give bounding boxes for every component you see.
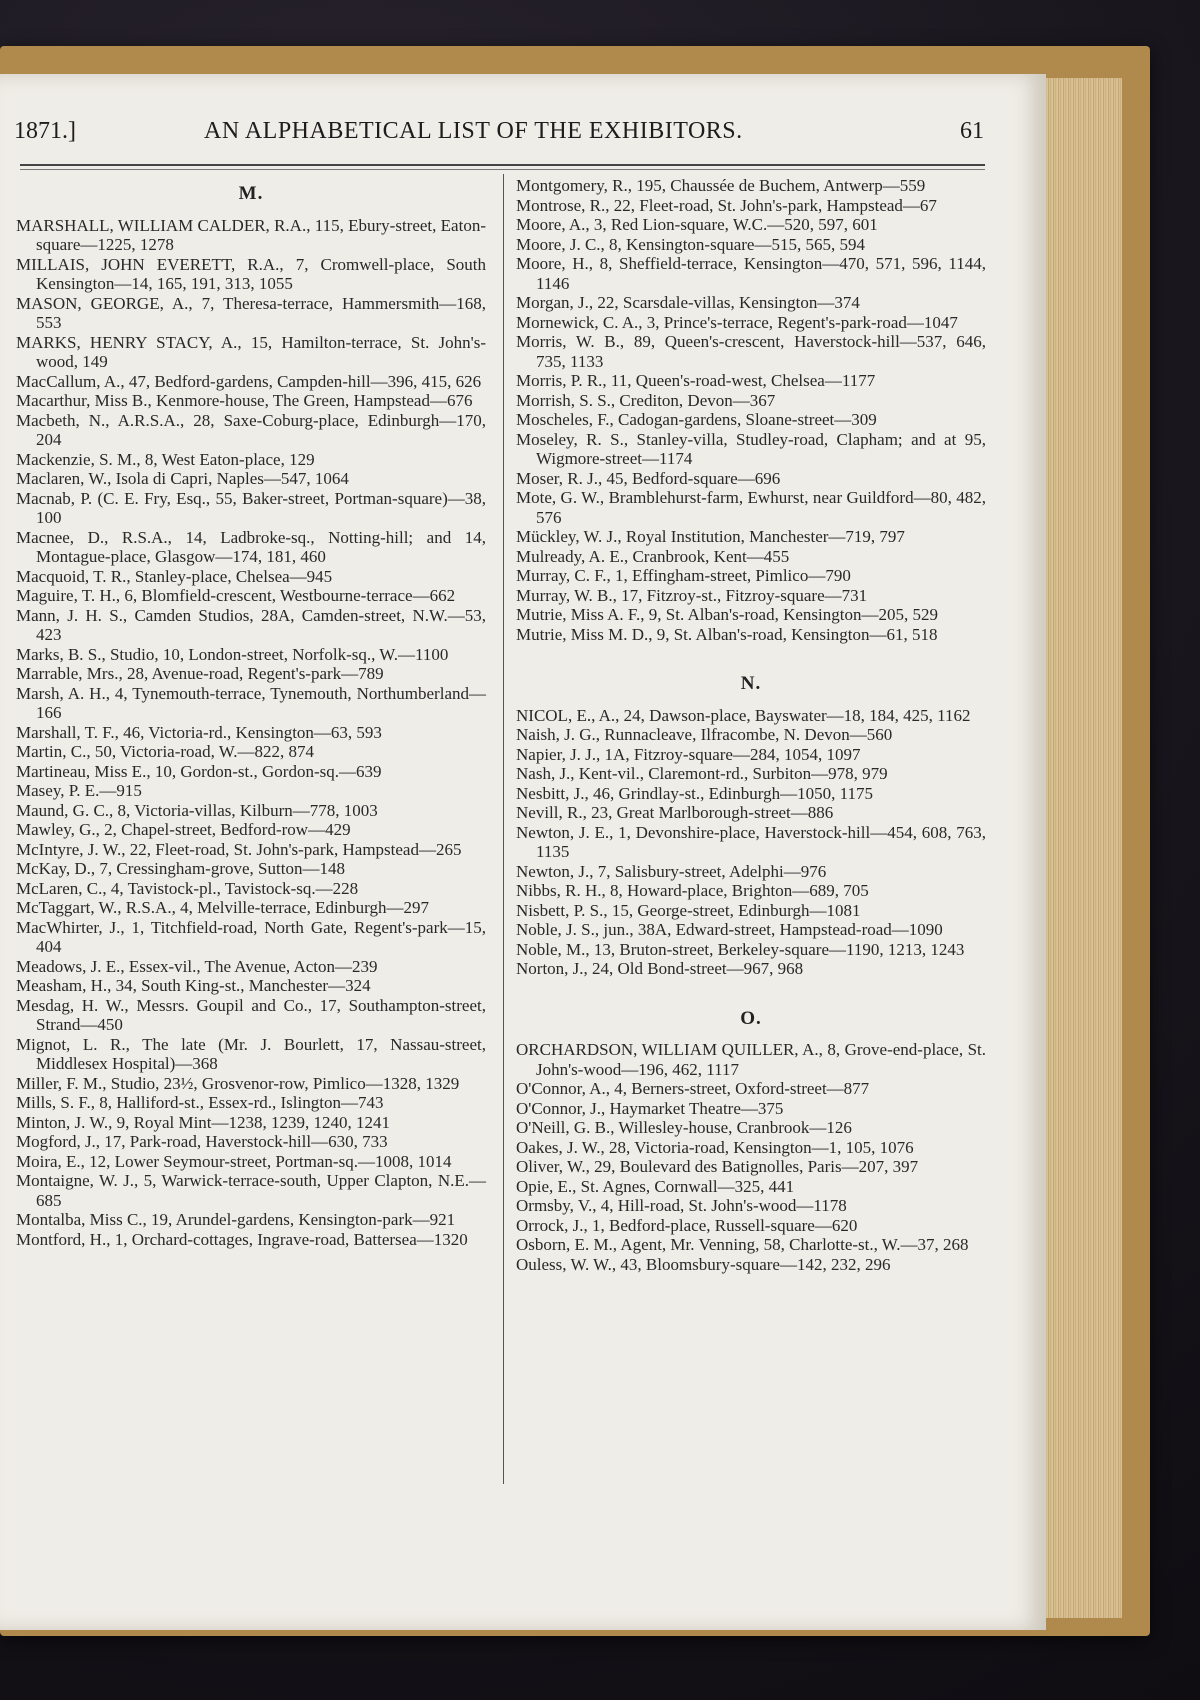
exhibitor-entry: O'Connor, J., Haymarket Theatre—375: [516, 1098, 784, 1118]
exhibitor-entry: Nesbitt, J., 46, Grindlay-st., Edinburgh—1050, 1175: [516, 783, 873, 803]
section-heading-o: O.: [740, 1007, 762, 1029]
right-column: [516, 176, 986, 1274]
exhibitor-entry: Ormsby, V., 4, Hill-road, St. John's-wood—1178: [516, 1196, 847, 1215]
exhibitor-entry: ORCHARDSON, WILLIAM QUILLER, A., 8, Grove-end-place, St. John's-wood—196, 462, 1117: [516, 1040, 986, 1079]
page-edges: [1042, 78, 1122, 1618]
section-heading-n: N.: [740, 673, 762, 694]
exhibitor-entry: Montford, H., 1, Orchard-cottages, Ingrave-road, Battersea—1320: [16, 1229, 468, 1249]
left-entry-list: [16, 216, 486, 1250]
exhibitor-entry: Mawley, G., 2, Chapel-street, Bedford-row—429: [16, 820, 351, 839]
exhibitor-entry: Nash, J., Kent-vil., Claremont-rd., Surbiton—978, 979: [516, 764, 888, 783]
exhibitor-entry: MARKS, HENRY STACY, A., 15, Hamilton-terrace, St. John's-wood, 149: [16, 332, 486, 371]
exhibitor-entry: MILLAIS, JOHN EVERETT, R.A., 7, Cromwell-place, South Kensington—14, 165, 191, 313, 1055: [16, 254, 486, 293]
exhibitor-entry: Montaigne, W. J., 5, Warwick-terrace-south, Upper Clapton, N.E.—685: [16, 1171, 486, 1210]
exhibitor-entry: Maclaren, W., Isola di Capri, Naples—547, 1064: [16, 469, 349, 488]
section-heading-m: M.: [238, 183, 264, 204]
exhibitor-entry: Moore, A., 3, Red Lion-square, W.C.—520, 597, 601: [516, 215, 878, 234]
exhibitor-entry: Morris, P. R., 11, Queen's-road-west, Chelsea—1177: [516, 371, 876, 390]
exhibitor-entry: O'Connor, A., 4, Berners-street, Oxford-street—877: [516, 1079, 870, 1098]
exhibitor-entry: MASON, GEORGE, A., 7, Theresa-terrace, Hammersmith—168, 553: [16, 293, 486, 332]
exhibitor-entry: McKay, D., 7, Cressingham-grove, Sutton—148: [16, 859, 345, 878]
exhibitor-entry: Moore, H., 8, Sheffield-terrace, Kensington—470, 571, 596, 1144, 1146: [516, 254, 986, 293]
exhibitor-entry: Nevill, R., 23, Great Marlborough-street—886: [516, 803, 834, 822]
exhibitor-entry: Mesdag, H. W., Messrs. Goupil and Co., 17, Southampton-street, Strand—450: [16, 995, 486, 1034]
exhibitor-entry: Morrish, S. S., Crediton, Devon—367: [516, 390, 776, 410]
exhibitor-entry: Marshall, T. F., 46, Victoria-rd., Kensington—63, 593: [16, 722, 382, 742]
exhibitor-entry: Meadows, J. E., Essex-vil., The Avenue, Acton—239: [16, 956, 378, 976]
exhibitor-entry: McLaren, C., 4, Tavistock-pl., Tavistock-sq.—228: [16, 878, 359, 898]
exhibitor-entry: Macquoid, T. R., Stanley-place, Chelsea—945: [16, 566, 333, 586]
exhibitor-entry: Martineau, Miss E., 10, Gordon-st., Gordon-sq.—639: [16, 761, 382, 781]
right-n-entry-list: [516, 706, 986, 979]
exhibitor-entry: MacWhirter, J., 1, Titchfield-road, North Gate, Regent's-park—15, 404: [16, 917, 486, 956]
exhibitor-entry: Murray, W. B., 17, Fitzroy-st., Fitzroy-square—731: [516, 585, 868, 605]
exhibitor-entry: Marrable, Mrs., 28, Avenue-road, Regent's-park—789: [16, 664, 384, 683]
column-divider: [503, 174, 504, 1484]
exhibitor-entry: Mulready, A. E., Cranbrook, Kent—455: [516, 546, 790, 566]
exhibitor-entry: Moore, J. C., 8, Kensington-square—515, 565, 594: [516, 234, 865, 254]
exhibitor-entry: Montrose, R., 22, Fleet-road, St. John's-park, Hampstead—67: [516, 195, 937, 215]
exhibitor-entry: NICOL, E., A., 24, Dawson-place, Bayswater—18, 184, 425, 1162: [516, 705, 971, 725]
exhibitor-entry: Maund, G. C., 8, Victoria-villas, Kilburn—778, 1003: [16, 800, 378, 820]
exhibitor-entry: Nibbs, R. H., 8, Howard-place, Brighton—689, 705: [516, 881, 869, 900]
exhibitor-entry: Nisbett, P. S., 15, George-street, Edinburgh—1081: [516, 900, 861, 920]
exhibitor-entry: Macarthur, Miss B., Kenmore-house, The Green, Hampstead—676: [16, 391, 473, 410]
exhibitor-entry: MacCallum, A., 47, Bedford-gardens, Campden-hill—396, 415, 626: [16, 371, 482, 391]
exhibitor-entry: Noble, J. S., jun., 38A, Edward-street, Hampstead-road—1090: [516, 920, 943, 939]
exhibitor-entry: Mutrie, Miss M. D., 9, St. Alban's-road, Kensington—61, 518: [516, 624, 938, 644]
exhibitor-entry: Moser, R. J., 45, Bedford-square—696: [516, 468, 781, 488]
exhibitor-entry: Miller, F. M., Studio, 23½, Grosvenor-row, Pimlico—1328, 1329: [16, 1073, 460, 1093]
exhibitor-entry: Moscheles, F., Cadogan-gardens, Sloane-street—309: [516, 410, 877, 429]
exhibitor-entry: Mackenzie, S. M., 8, West Eaton-place, 129: [16, 449, 315, 469]
exhibitor-entry: Oakes, J. W., 28, Victoria-road, Kensington—1, 105, 1076: [516, 1137, 914, 1157]
exhibitor-entry: Morris, W. B., 89, Queen's-crescent, Haverstock-hill—537, 646, 735, 1133: [516, 332, 986, 371]
section-spacer: [516, 979, 986, 1001]
exhibitor-entry: McTaggart, W., R.S.A., 4, Melville-terrace, Edinburgh—297: [16, 898, 430, 917]
exhibitor-entry: Mornewick, C. A., 3, Prince's-terrace, Regent's-park-road—1047: [516, 312, 958, 332]
right-o-entry-list: [516, 1040, 986, 1274]
page-number: 61: [960, 118, 984, 144]
exhibitor-entry: Murray, C. F., 1, Effingham-street, Pimlico—790: [516, 566, 851, 585]
exhibitor-entry: Mückley, W. J., Royal Institution, Manchester—719, 797: [516, 527, 905, 546]
exhibitor-entry: Martin, C., 50, Victoria-road, W.—822, 874: [16, 742, 315, 761]
exhibitor-entry: Oliver, W., 29, Boulevard des Batignolles, Paris—207, 397: [516, 1157, 919, 1176]
exhibitor-entry: Norton, J., 24, Old Bond-street—967, 968: [516, 959, 804, 978]
exhibitor-entry: Mignot, L. R., The late (Mr. J. Bourlett, 17, Nassau-street, Middlesex Hospital)—368: [16, 1034, 486, 1073]
exhibitor-entry: Montgomery, R., 195, Chaussée de Buchem, Antwerp—559: [516, 176, 926, 195]
exhibitor-entry: Marks, B. S., Studio, 10, London-street, Norfolk-sq., W.—1100: [16, 644, 449, 664]
exhibitor-entry: McIntyre, J. W., 22, Fleet-road, St. John's-park, Hampstead—265: [16, 839, 462, 859]
exhibitor-entry: Minton, J. W., 9, Royal Mint—1238, 1239, 1240, 1241: [16, 1112, 391, 1132]
exhibitor-entry: Naish, J. G., Runnacleave, Ilfracombe, N. Devon—560: [516, 725, 893, 744]
exhibitor-entry: Macbeth, N., A.R.S.A., 28, Saxe-Coburg-place, Edinburgh—170, 204: [16, 410, 486, 449]
exhibitor-entry: Marsh, A. H., 4, Tynemouth-terrace, Tynemouth, Northumberland—166: [16, 683, 486, 722]
exhibitor-entry: Maguire, T. H., 6, Blomfield-crescent, Westbourne-terrace—662: [16, 586, 456, 605]
exhibitor-entry: Noble, M., 13, Bruton-street, Berkeley-square—1190, 1213, 1243: [516, 939, 965, 959]
exhibitor-entry: Moira, E., 12, Lower Seymour-street, Portman-sq.—1008, 1014: [16, 1151, 452, 1171]
exhibitor-entry: Mote, G. W., Bramblehurst-farm, Ewhurst, near Guildford—80, 482, 576: [516, 488, 986, 527]
header-rule: [20, 164, 985, 170]
exhibitor-entry: Newton, J. E., 1, Devonshire-place, Haverstock-hill—454, 608, 763, 1135: [516, 822, 986, 861]
right-m-entry-list: [516, 176, 986, 644]
exhibitor-entry: Measham, H., 34, South King-st., Manchester—324: [16, 976, 371, 995]
exhibitor-entry: Newton, J., 7, Salisbury-street, Adelphi—976: [516, 861, 827, 881]
exhibitor-entry: MARSHALL, WILLIAM CALDER, R.A., 115, Ebury-street, Eaton-square—1225, 1278: [16, 215, 486, 254]
exhibitor-entry: Morgan, J., 22, Scarsdale-villas, Kensington—374: [516, 293, 860, 312]
running-head: [14, 118, 984, 154]
exhibitor-entry: Macnab, P. (C. E. Fry, Esq., 55, Baker-street, Portman-square)—38, 100: [16, 488, 486, 527]
exhibitor-entry: Masey, P. E.—915: [16, 781, 142, 800]
exhibitor-entry: Mann, J. H. S., Camden Studios, 28A, Camden-street, N.W.—53, 423: [16, 605, 486, 644]
exhibitor-entry: Napier, J. J., 1A, Fitzroy-square—284, 1054, 1097: [516, 744, 861, 764]
exhibitor-entry: Ouless, W. W., 43, Bloomsbury-square—142, 232, 296: [516, 1254, 891, 1274]
exhibitor-entry: Osborn, E. M., Agent, Mr. Venning, 58, Charlotte-st., W.—37, 268: [516, 1235, 969, 1254]
exhibitor-entry: Mogford, J., 17, Park-road, Haverstock-hill—630, 733: [16, 1132, 388, 1151]
header-title: AN ALPHABETICAL LIST OF THE EXHIBITORS.: [204, 118, 743, 144]
header-year: 1871.]: [14, 118, 76, 144]
left-column: [16, 176, 486, 1249]
exhibitor-entry: Orrock, J., 1, Bedford-place, Russell-square—620: [516, 1215, 858, 1235]
exhibitor-entry: Opie, E., St. Agnes, Cornwall—325, 441: [516, 1176, 795, 1196]
exhibitor-entry: Moseley, R. S., Stanley-villa, Studley-road, Clapham; and at 95, Wigmore-street—1174: [516, 429, 986, 468]
exhibitor-entry: Montalba, Miss C., 19, Arundel-gardens, Kensington-park—921: [16, 1210, 456, 1229]
exhibitor-entry: Mills, S. F., 8, Halliford-st., Essex-rd., Islington—743: [16, 1093, 384, 1112]
section-spacer: [516, 644, 986, 666]
exhibitor-entry: O'Neill, G. B., Willesley-house, Cranbrook—126: [516, 1118, 852, 1137]
exhibitor-entry: Mutrie, Miss A. F., 9, St. Alban's-road, Kensington—205, 529: [516, 605, 938, 624]
exhibitor-entry: Macnee, D., R.S.A., 14, Ladbroke-sq., Notting-hill; and 14, Montague-place, Glasgow—174, 181, 460: [16, 527, 486, 566]
